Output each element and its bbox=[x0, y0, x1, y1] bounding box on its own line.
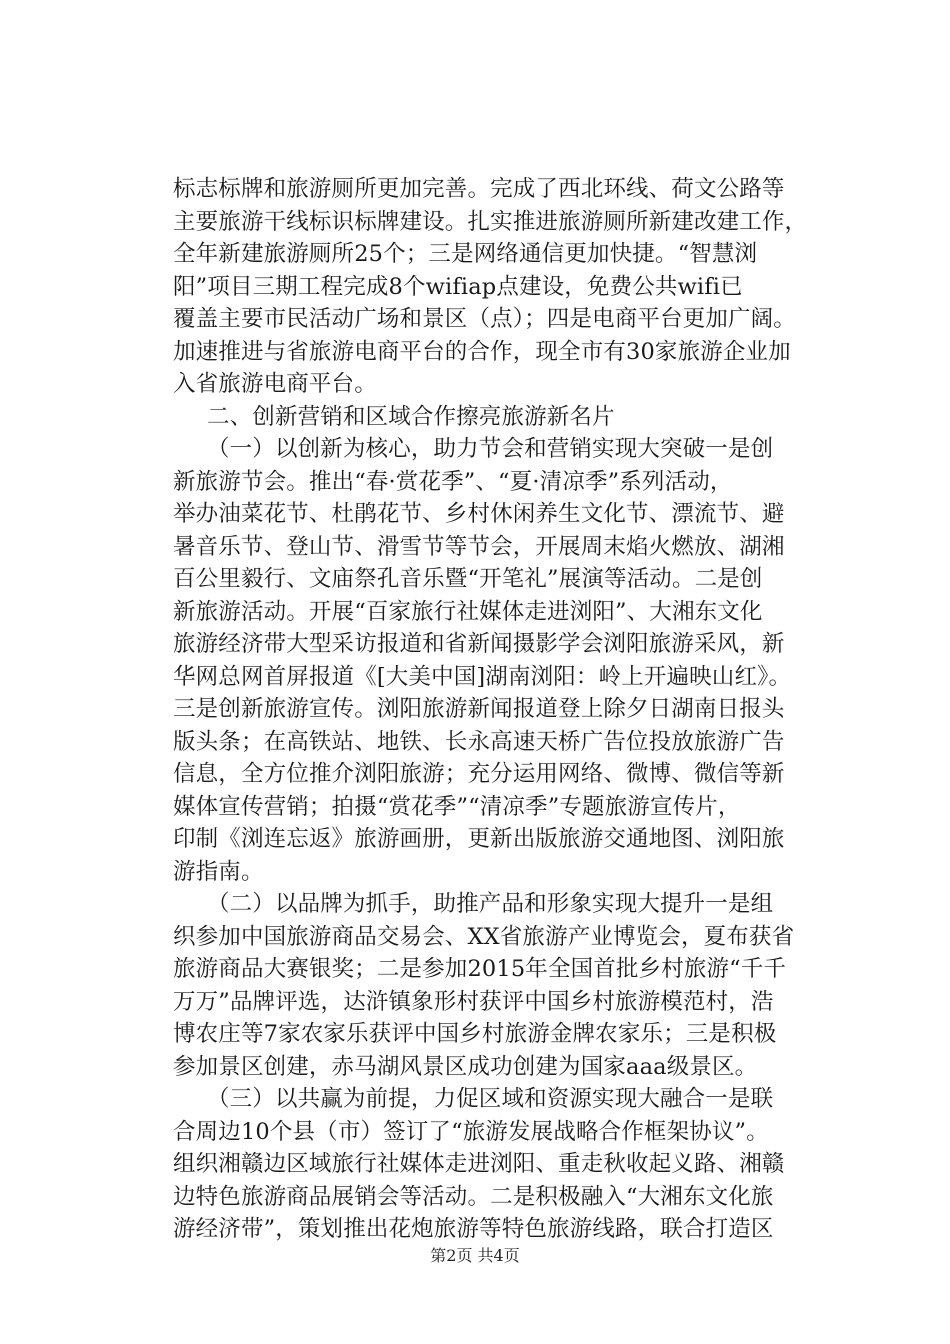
text-line: 边特色旅游商品展销会等活动。二是积极融入“大湘东文化旅 bbox=[173, 1183, 774, 1210]
text-line: 标志标牌和旅游厕所更加完善。完成了西北环线、荷文公路等 bbox=[173, 176, 785, 202]
text-line: 织参加中国旅游商品交易会、XX省旅游产业博览会，夏布获省 bbox=[173, 923, 795, 950]
text-line: 游经济带”，策划推出花炮旅游等特色旅游线路，联合打造区 bbox=[173, 1216, 774, 1242]
text-line: 合周边10个县（市）签订了“旅游发展战略合作框架协议”。 bbox=[173, 1118, 769, 1145]
text-line: 三是创新旅游宣传。浏阳旅游新闻报道登上除夕日湖南日报头 bbox=[173, 696, 785, 722]
section-heading: 二、创新营销和区域合作擦亮旅游新名片 bbox=[207, 403, 615, 430]
text-line: 旅游经济带大型采访报道和省新闻摄影学会浏阳旅游采风，新 bbox=[173, 631, 785, 657]
text-line: 加速推进与省旅游电商平台的合作，现全市有30家旅游企业加 bbox=[173, 338, 791, 365]
paragraph-start-line: （二）以品牌为抓手，助推产品和形象实现大提升一是组 bbox=[207, 891, 774, 917]
text-line: 信息，全方位推介浏阳旅游；充分运用网络、微博、微信等新 bbox=[173, 761, 785, 787]
text-line: 万万”品牌评选，达浒镇象形村获评中国乡村旅游模范村，浩 bbox=[173, 988, 774, 1015]
text-line: 百公里毅行、文庙祭孔音乐暨“开笔礼”展演等活动。二是创 bbox=[173, 566, 763, 592]
text-line: 暑音乐节、登山节、滑雪节等节会，开展周末焰火燃放、湖湘 bbox=[173, 533, 785, 560]
text-line: 参加景区创建，赤马湖风景区成功创建为国家aaa级景区。 bbox=[173, 1053, 758, 1080]
text-line: 组织湘赣边区域旅行社媒体走进浏阳、重走秋收起义路、湘赣 bbox=[173, 1151, 785, 1177]
text-line: 阳”项目三期工程完成8个wifiap点建设，免费公共wifi已 bbox=[173, 273, 743, 300]
text-line: 入省旅游电商平台。 bbox=[173, 371, 377, 397]
text-line: 新旅游节会。推出“春·赏花季”、“夏·清凉季”系列活动， bbox=[173, 468, 733, 495]
text-line: 博农庄等7家农家乐获评中国乡村旅游金牌农家乐；三是积极 bbox=[173, 1021, 777, 1047]
text-line: 举办油菜花节、杜鹃花节、乡村休闲养生文化节、漂流节、避 bbox=[173, 501, 785, 527]
text-line: 版头条；在高铁站、地铁、长永高速天桥广告位投放旅游广告 bbox=[173, 728, 785, 755]
text-line: 华网总网首屏报道《[大美中国]湖南浏阳：岭上开遍映山红》。 bbox=[173, 663, 792, 690]
text-line: 印制《浏连忘返》旅游画册，更新出版旅游交通地图、浏阳旅 bbox=[173, 826, 785, 852]
page-footer: 第2页 共4页 bbox=[430, 1246, 520, 1265]
paragraph-start-line: （三）以共赢为前提，力促区域和资源实现大融合一是联 bbox=[207, 1086, 774, 1112]
text-line: 旅游商品大赛银奖；二是参加2015年全国首批乡村旅游“千千 bbox=[173, 956, 787, 982]
text-line: 主要旅游干线标识标牌建设。扎实推进旅游厕所新建改建工作， bbox=[173, 208, 808, 235]
paragraph-start-line: （一）以创新为核心，助力节会和营销实现大突破一是创 bbox=[207, 436, 774, 462]
text-line: 覆盖主要市民活动广场和景区（点）；四是电商平台更加广阔。 bbox=[173, 306, 796, 332]
text-line: 全年新建旅游厕所25个；三是网络通信更加快捷。“智慧浏 bbox=[173, 241, 758, 267]
document-body bbox=[173, 173, 845, 1246]
text-line: 媒体宣传营销；拍摄“赏花季”“清凉季”专题旅游宣传片， bbox=[173, 793, 741, 820]
text-line: 新旅游活动。开展“百家旅行社媒体走进浏阳”、大湘东文化 bbox=[173, 598, 763, 625]
text-line: 游指南。 bbox=[173, 858, 264, 885]
